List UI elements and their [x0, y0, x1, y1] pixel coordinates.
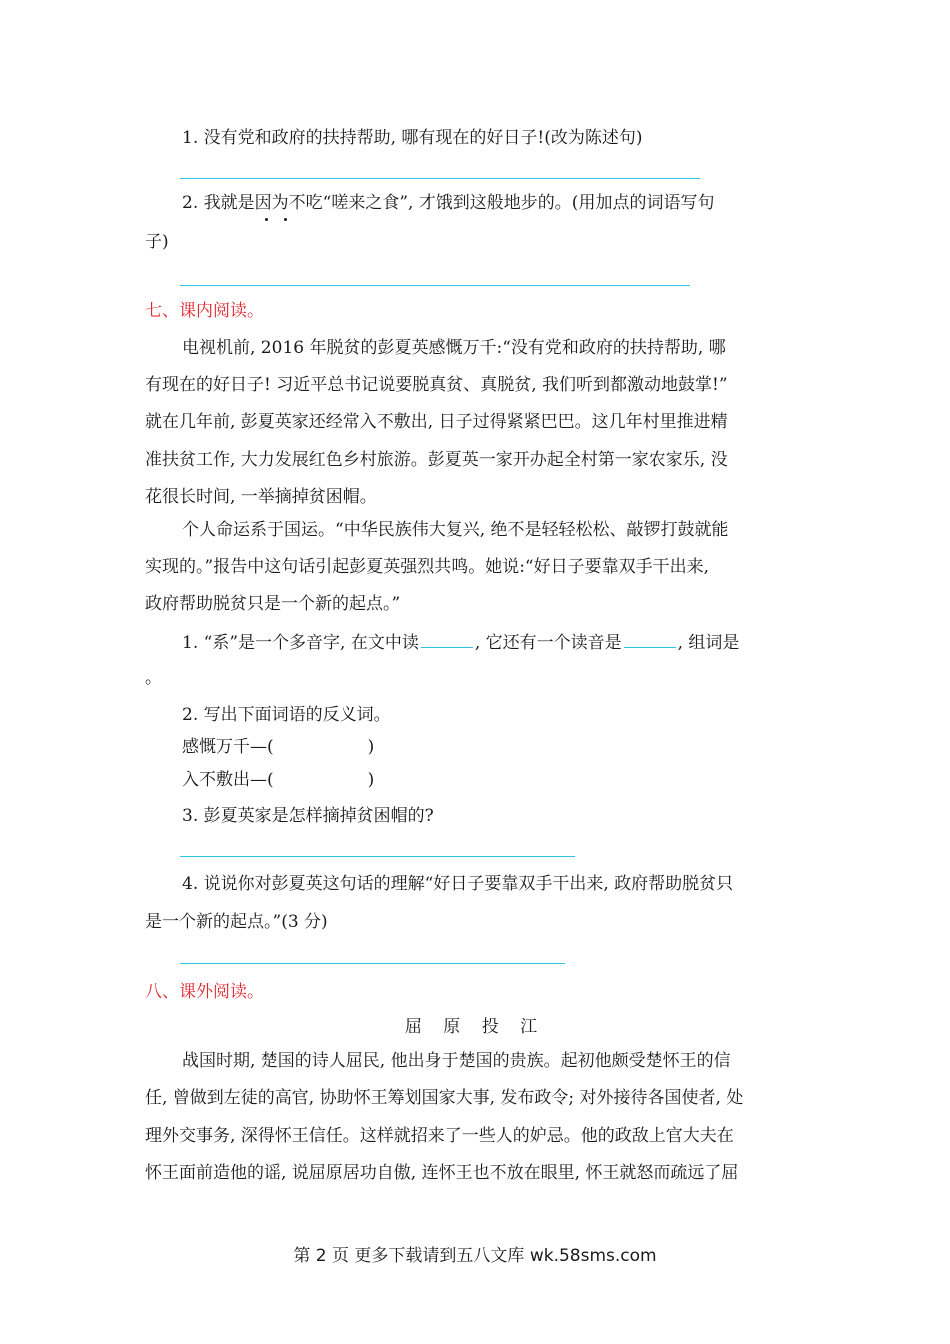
passage-line: 准扶贫工作, 大力发展红色乡村旅游。彭夏英一家开办起全村第一家农家乐, 没: [145, 450, 728, 470]
question-7-1: 1. “系”是一个多音字, 在文中读 , 它还有一个读音是 , 组词是: [182, 629, 739, 655]
passage-line: 政府帮助脱贫只是一个新的起点。”: [145, 594, 401, 614]
passage-line: 怀王面前造他的谣, 说屈原居功自傲, 连怀王也不放在眼里, 怀王就怒而疏远了屈: [145, 1163, 739, 1183]
section-heading-7: 七、课内阅读。: [145, 301, 264, 321]
question-7-4: 4. 说说你对彭夏英这句话的理解“好日子要靠双手干出来, 政府帮助脱贫只: [182, 874, 734, 894]
article-title: 屈 原 投 江: [404, 1017, 546, 1037]
fill-blank[interactable]: [421, 629, 473, 648]
fill-blank[interactable]: [624, 629, 676, 648]
antonym-item: 入不敷出—( ): [182, 770, 375, 790]
question-7-4-cont: 是一个新的起点。”(3 分): [145, 912, 328, 932]
question-7-1-end: 。: [145, 668, 162, 688]
passage-line: 花很长时间, 一举摘掉贫困帽。: [145, 487, 377, 507]
page-footer: 第 2 页 更多下载请到五八文库 wk.58sms.com: [293, 1246, 657, 1266]
passage-line: 理外交事务, 深得怀王信任。这样就招来了一些人的妒忌。他的政敌上官大夫在: [145, 1126, 734, 1146]
emphasis-dot: [265, 218, 268, 221]
antonym-item: 感慨万千—( ): [182, 737, 375, 757]
question-6-2-cont: 子): [145, 232, 169, 252]
passage-line: 实现的。”报告中这句话引起彭夏英强烈共鸣。她说:“好日子要靠双手干出来,: [145, 557, 710, 577]
emphasis-dot: [284, 218, 287, 221]
answer-line: [180, 856, 575, 857]
answer-line: [180, 178, 700, 179]
answer-line: [180, 963, 565, 964]
question-7-3: 3. 彭夏英家是怎样摘掉贫困帽的?: [182, 806, 434, 826]
passage-line: 电视机前, 2016 年脱贫的彭夏英感慨万千:“没有党和政府的扶持帮助, 哪: [182, 338, 726, 358]
section-heading-8: 八、课外阅读。: [145, 982, 264, 1002]
passage-line: 任, 曾做到左徒的高官, 协助怀王筹划国家大事, 发布政令; 对外接待各国使者, 处: [145, 1088, 744, 1108]
passage-line: 战国时期, 楚国的诗人屈民, 他出身于楚国的贵族。起初他颇受楚怀王的信: [182, 1051, 731, 1071]
question-6-1: 1. 没有党和政府的扶持帮助, 哪有现在的好日子!(改为陈述句): [182, 128, 643, 148]
passage-line: 就在几年前, 彭夏英家还经常入不敷出, 日子过得紧紧巴巴。这几年村里推进精: [145, 412, 728, 432]
passage-line: 有现在的好日子! 习近平总书记说要脱真贫、真脱贫, 我们听到都激动地鼓掌!”: [145, 375, 728, 395]
passage-line: 个人命运系于国运。“中华民族伟大复兴, 绝不是轻轻松松、敲锣打鼓就能: [182, 520, 729, 540]
answer-line: [180, 285, 690, 286]
question-6-2: 2. 我就是因为不吃“嗟来之食”, 才饿到这般地步的。(用加点的词语写句: [182, 193, 715, 213]
question-7-2: 2. 写出下面词语的反义词。: [182, 705, 391, 725]
